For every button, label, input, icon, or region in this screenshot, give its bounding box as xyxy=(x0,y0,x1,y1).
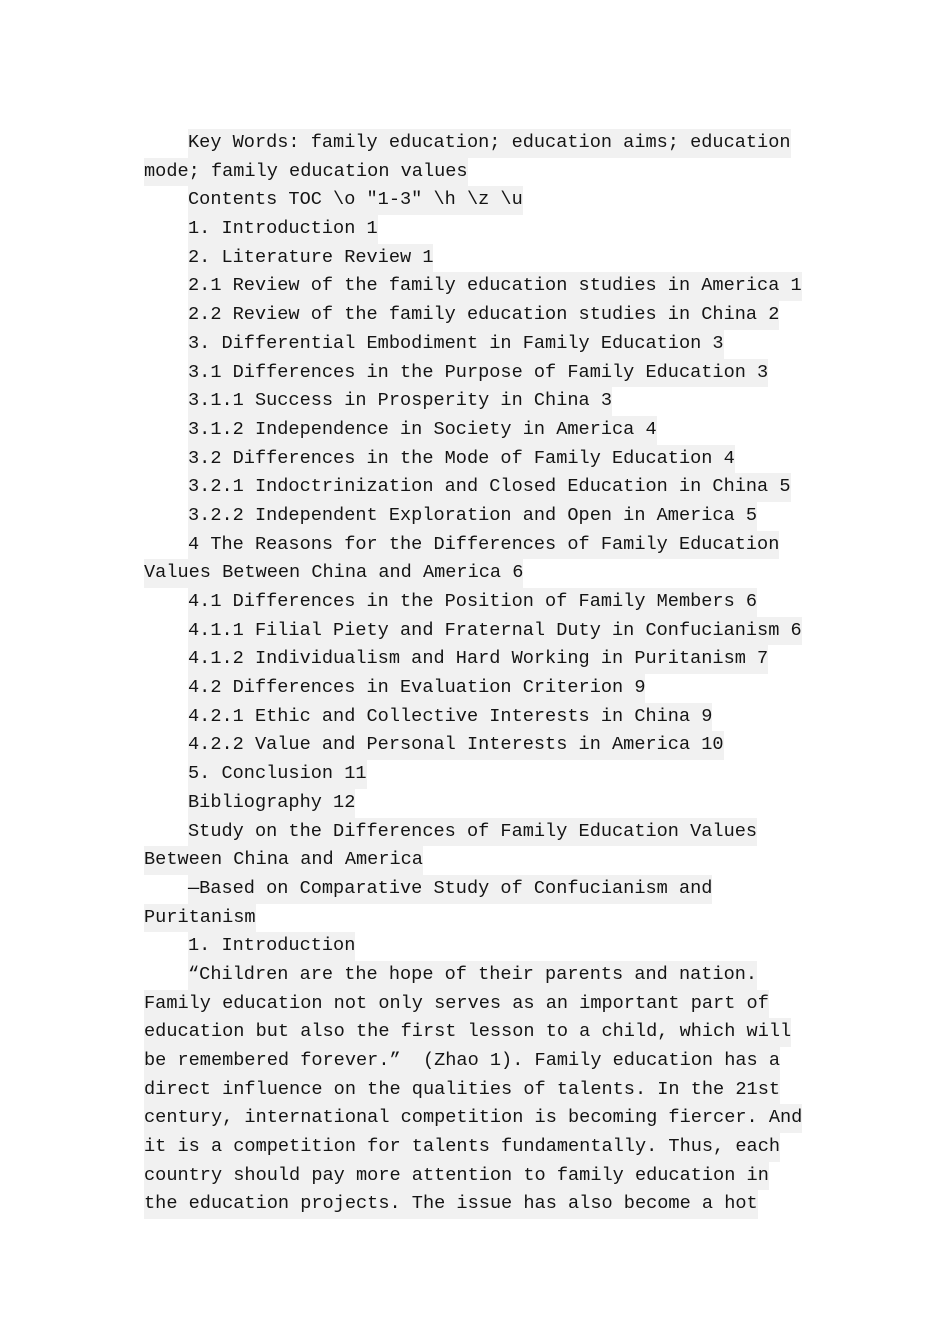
toc-entry: 4 The Reasons for the Differences of Family Education xyxy=(0,531,950,560)
paragraph-line: direct influence on the qualities of talents. In the 21st xyxy=(0,1076,950,1105)
toc-entry: 3.2.2 Independent Exploration and Open in America 5 xyxy=(0,502,950,531)
toc-entry: 2.2 Review of the family education studies in China 2 xyxy=(0,301,950,330)
toc-entry: Bibliography 12 xyxy=(0,789,950,818)
title-line: Study on the Differences of Family Education Values xyxy=(0,818,950,847)
toc-entry: 4.1.1 Filial Piety and Fraternal Duty in Confucianism 6 xyxy=(0,617,950,646)
intro-paragraph xyxy=(0,961,950,1219)
toc-entry: 1. Introduction 1 xyxy=(0,215,950,244)
toc-entry: 2. Literature Review 1 xyxy=(0,244,950,273)
paragraph-line: it is a competition for talents fundamentally. Thus, each xyxy=(0,1133,950,1162)
toc-entry: 2.1 Review of the family education studies in America 1 xyxy=(0,272,950,301)
paragraph-line: the education projects. The issue has also become a hot xyxy=(0,1190,950,1219)
toc-entry: 4.2.1 Ethic and Collective Interests in China 9 xyxy=(0,703,950,732)
title-line: Between China and America xyxy=(0,846,950,875)
subtitle-line: Puritanism xyxy=(0,904,950,933)
toc-entry: 3.1.2 Independence in Society in America 4 xyxy=(0,416,950,445)
paragraph-line: education but also the first lesson to a child, which will xyxy=(0,1018,950,1047)
toc-entry: 3.2 Differences in the Mode of Family Education 4 xyxy=(0,445,950,474)
paragraph-line: country should pay more attention to family education in xyxy=(0,1162,950,1191)
keywords-paragraph xyxy=(0,129,950,186)
keywords-line: mode; family education values xyxy=(0,158,950,187)
section-heading: 1. Introduction xyxy=(0,932,950,961)
toc-entry: 5. Conclusion 11 xyxy=(0,760,950,789)
paragraph-line: century, international competition is becoming fiercer. And xyxy=(0,1104,950,1133)
paragraph-line: “Children are the hope of their parents and nation. xyxy=(0,961,950,990)
toc-entry-continued: Values Between China and America 6 xyxy=(0,559,950,588)
toc-entry: 3.1 Differences in the Purpose of Family Education 3 xyxy=(0,359,950,388)
toc-entry: 4.2.2 Value and Personal Interests in America 10 xyxy=(0,731,950,760)
subtitle-line: —Based on Comparative Study of Confucianism and xyxy=(0,875,950,904)
toc-heading: Contents TOC \o ″1-3″ \h \z \u xyxy=(0,186,950,215)
document-title xyxy=(0,818,950,875)
toc-entry: 4.1 Differences in the Position of Family Members 6 xyxy=(0,588,950,617)
toc-entry: 4.1.2 Individualism and Hard Working in Puritanism 7 xyxy=(0,645,950,674)
paragraph-line: Family education not only serves as an important part of xyxy=(0,990,950,1019)
toc-entry: 3. Differential Embodiment in Family Education 3 xyxy=(0,330,950,359)
table-of-contents xyxy=(0,186,950,817)
keywords-line: Key Words: family education; education aims; education xyxy=(0,129,950,158)
toc-entry: 4.2 Differences in Evaluation Criterion 9 xyxy=(0,674,950,703)
paragraph-line: be remembered forever.” (Zhao 1). Family education has a xyxy=(0,1047,950,1076)
toc-entry: 3.2.1 Indoctrinization and Closed Education in China 5 xyxy=(0,473,950,502)
toc-entry: 3.1.1 Success in Prosperity in China 3 xyxy=(0,387,950,416)
document-subtitle xyxy=(0,875,950,932)
